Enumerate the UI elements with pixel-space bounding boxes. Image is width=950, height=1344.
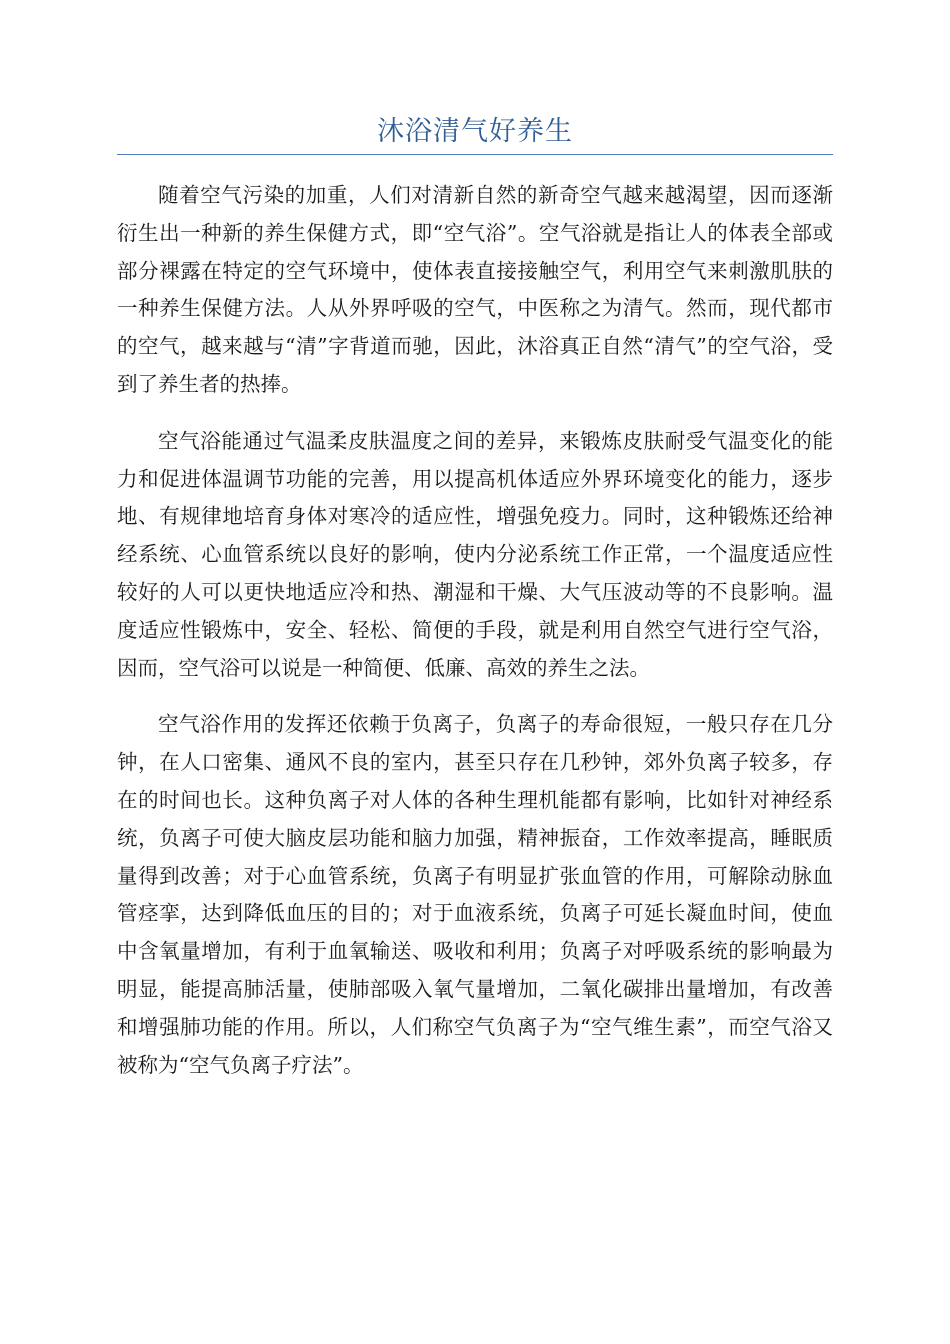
document-body [117,177,833,1103]
title-underline [117,154,833,155]
paragraph-1: 随着空气污染的加重，人们对清新自然的新奇空气越来越渴望，因而逐渐衍生出一种新的养生保健方式，即“空气浴”。空气浴就是指让人的体表全部或部分裸露在特定的空气环境中，使体表直接接触空气，利用空气来刺激肌肤的一种养生保健方法。人从外界呼吸的空气，中医称之为清气。然而，现代都市的空气，越来越与“清”字背道而驰，因此，沐浴真正自然“清气”的空气浴，受到了养生者的热捧。 [117,183,833,396]
paragraph-2: 空气浴能通过气温柔皮肤温度之间的差异，来锻炼皮肤耐受气温变化的能力和促进体温调节功能的完善，用以提高机体适应外界环境变化的能力，逐步地、有规律地培育身体对寒冷的适应性，增强免疫力。同时，这种锻炼还给神经系统、心血管系统以良好的影响，使内分泌系统工作正常，一个温度适应性较好的人可以更快地适应冷和热、潮湿和干燥、大气压波动等的不良影响。温度适应性锻炼中，安全、轻松、简便的手段，就是利用自然空气进行空气浴，因而，空气浴可以说是一种简便、低廉、高效的养生之法。 [117,428,833,680]
page-title: 沐浴清气好养生 [377,116,573,147]
paragraph-3: 空气浴作用的发挥还依赖于负离子，负离子的寿命很短，一般只存在几分钟，在人口密集、通风不良的室内，甚至只存在几秒钟，郊外负离子较多，存在的时间也长。这种负离子对人体的各种生理机能都有影响，比如针对神经系统，负离子可使大脑皮层功能和脑力加强，精神振奋，工作效率提高，睡眠质量得到改善；对于心血管系统，负离子有明显扩张血管的作用，可解除动脉血管痉挛，达到降低血压的目的；对于血液系统，负离子可延长凝血时间，使血中含氧量增加，有利于血氧输送、吸收和利用；负离子对呼吸系统的影响最为明显，能提高肺活量，使肺部吸入氧气量增加，二氧化碳排出量增加，有改善和增强肺功能的作用。所以，人们称空气负离子为“空气维生素”，而空气浴又被称为“空气负离子疗法”。 [117,712,833,1077]
